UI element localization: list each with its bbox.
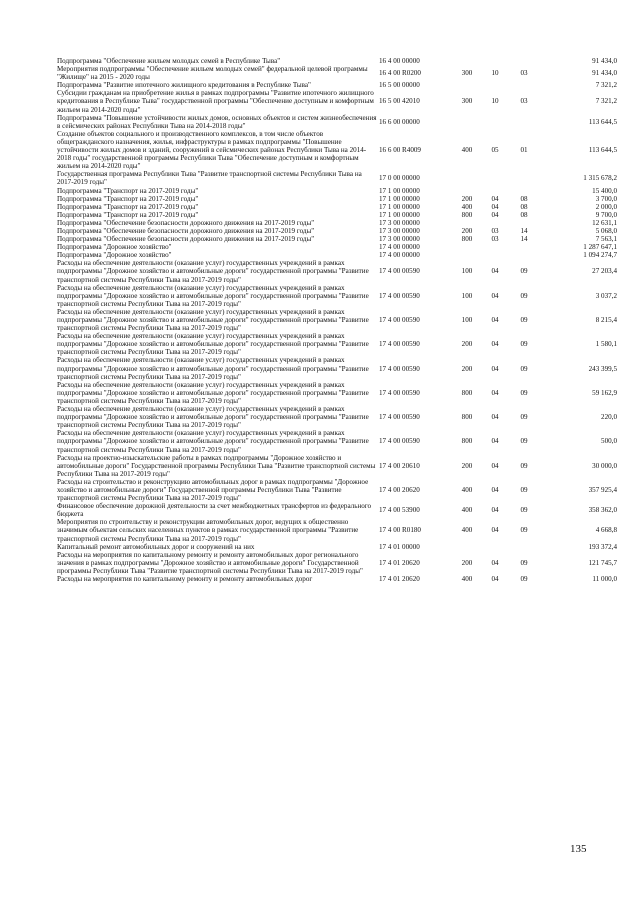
row-amount: 59 162,9 [592, 388, 617, 397]
row-name: Подпрограмма "Транспорт на 2017-2019 годы" [57, 186, 199, 195]
row-subsection: 08 [520, 194, 528, 203]
row-section: 04 [491, 413, 499, 422]
row-name: Расходы на обеспечение деятельности (оказание услуг) государственных учреждений в рамках подпрограммы "Дорожное хозяйство и автомобильные дороги" государственной программы "Развитие транспортной системы Республики Тыва на 2017-2019 годы" [57, 307, 369, 333]
row-section [481, 219, 509, 227]
row-name: Расходы на проектно-изыскательские работы в рамках подпрограммы "Дорожное хозяйство и автомобильные дороги" Государственной программы Республики Тыва "Развитие транспортной системы Республики Тыва на 2017-2019 годы" [57, 453, 376, 478]
row-subsection: 09 [520, 485, 528, 494]
row-amount: 243 399,5 [588, 364, 617, 373]
row-subsection: 03 [520, 69, 528, 78]
row-amount: 4 668,8 [595, 526, 617, 535]
row-amount: 7 321,2 [595, 97, 617, 106]
row-subsection: 09 [520, 316, 528, 324]
row-target-code: 17 4 00 00000 [379, 243, 420, 252]
row-name: Подпрограмма "Транспорт на 2017-2019 годы" [57, 210, 199, 219]
row-subsection: 08 [520, 202, 528, 211]
row-name: Расходы на мероприятия по капитальному ремонту и ремонту автомобильных дорог [57, 575, 313, 583]
row-name: Подпрограмма "Транспорт на 2017-2019 годы" [57, 202, 199, 211]
row-target-code: 17 4 00 53900 [379, 506, 420, 515]
row-target-code: 17 1 00 00000 [379, 202, 420, 211]
row-expense-type [453, 251, 481, 259]
row-target-code: 17 1 00 00000 [379, 210, 420, 219]
row-section: 04 [491, 316, 499, 324]
row-name: Расходы на обеспечение деятельности (оказание услуг) государственных учреждений в рамках подпрограммы "Дорожное хозяйство и автомобильные дороги" государственной программы "Развитие транспортной системы Республики Тыва на 2017-2019 годы" [57, 405, 369, 430]
row-name: Подпрограмма "Обеспечение жильем молодых семей в Республике Тыва" [57, 57, 281, 65]
row-expense-type [453, 219, 481, 227]
row-name: Подпрограмма "Повышение устойчивости жилых домов, основных объектов и систем жизнеобеспечения в сейсмических районах Республики Тыва на 2014-2018 годы" [57, 113, 377, 130]
row-amount: 3 037,2 [595, 291, 617, 300]
row-subsection: 09 [520, 413, 528, 422]
row-expense-type: 200 [461, 364, 473, 373]
table-row [57, 243, 617, 251]
row-target-code: 17 4 00 00590 [379, 364, 420, 373]
row-target-code: 17 4 01 00000 [379, 542, 420, 551]
row-expense-type: 400 [461, 202, 473, 211]
table-row [57, 284, 617, 308]
row-target-code: 16 6 00 00000 [379, 117, 420, 126]
row-amount: 113 644,5 [588, 117, 617, 126]
row-name: Расходы на обеспечение деятельности (оказание услуг) государственных учреждений в рамках подпрограммы "Дорожное хозяйство и автомобильные дороги" государственной программы "Развитие транспортной системы Республики Тыва на 2017-2019 годы" [57, 356, 369, 381]
row-name: Мероприятия по строительству и реконструкции автомобильных дорог, ведущих к общественно значимым объектам сельских населенных пунктов в рамках государственной программы "Развитие транспортной системы Республики Тыва на 2017-2019 годы" [57, 518, 359, 543]
row-name: Подпрограмма "Транспорт на 2017-2019 годы" [57, 194, 199, 203]
row-target-code: 17 4 00 00590 [379, 267, 420, 276]
row-name: Подпрограмма "Дорожное хозяйство" [57, 251, 172, 260]
row-section [481, 114, 509, 130]
row-amount: 91 434,0 [592, 57, 617, 65]
row-amount: 15 400,0 [592, 186, 617, 195]
row-name: Подпрограмма "Развитие ипотечного жилищного кредитования в Республике Тыва" [57, 81, 311, 90]
row-target-code: 16 6 00 R4009 [379, 146, 421, 155]
row-section: 04 [491, 291, 499, 300]
row-subsection: 09 [520, 388, 528, 397]
row-section: 04 [491, 364, 499, 373]
row-target-code: 16 5 00 00000 [379, 81, 420, 90]
row-name: Подпрограмма "Обеспечение безопасности дорожного движения на 2017-2019 годы" [57, 235, 315, 244]
row-amount: 1 315 678,2 [583, 174, 617, 183]
row-amount: 91 434,0 [592, 69, 617, 78]
row-section: 04 [491, 526, 499, 535]
row-subsection [509, 243, 539, 251]
row-expense-type: 200 [461, 340, 473, 349]
row-target-code: 17 3 00 00000 [379, 235, 420, 244]
row-expense-type [453, 243, 481, 251]
row-section: 04 [491, 388, 499, 397]
row-target-code: 16 4 00 R0200 [379, 69, 421, 78]
row-amount: 500,0 [601, 437, 617, 446]
table-row [57, 454, 617, 478]
row-expense-type [453, 81, 481, 89]
row-expense-type [453, 114, 481, 130]
row-name: Капитальный ремонт автомобильных дорог и сооружений на них [57, 542, 255, 551]
row-subsection: 09 [520, 267, 528, 276]
row-expense-type: 300 [461, 69, 473, 78]
row-expense-type: 400 [461, 485, 473, 494]
row-expense-type: 400 [461, 526, 473, 535]
row-subsection: 09 [520, 291, 528, 300]
page-number: 135 [570, 843, 587, 855]
row-subsection [509, 187, 539, 195]
table-row [57, 203, 617, 211]
row-target-code: 17 4 00 00590 [379, 340, 420, 349]
row-section [481, 187, 509, 195]
row-target-code: 17 1 00 00000 [379, 186, 420, 195]
row-subsection [509, 170, 539, 186]
row-amount: 9 700,0 [595, 210, 617, 219]
row-amount: 30 000,0 [592, 461, 617, 470]
row-target-code: 17 3 00 00000 [379, 226, 420, 235]
row-target-code: 17 4 01 20620 [379, 558, 420, 567]
row-amount: 1 094 274,7 [583, 251, 617, 260]
row-amount: 1 287 647,1 [583, 243, 617, 252]
table-row [57, 502, 617, 518]
row-subsection: 08 [520, 210, 528, 219]
row-target-code: 17 4 00 20610 [379, 461, 420, 470]
row-target-code: 17 1 00 00000 [379, 194, 420, 203]
row-section [481, 543, 509, 551]
row-amount: 2 000,0 [595, 202, 617, 211]
row-amount: 7 563,1 [595, 235, 617, 244]
table-row [57, 308, 617, 332]
row-name: Расходы на обеспечение деятельности (оказание услуг) государственных учреждений в рамках подпрограммы "Дорожное хозяйство и автомобильные дороги" государственной программы "Развитие транспортной системы Республики Тыва на 2017-2019 годы" [57, 259, 369, 284]
row-section [481, 251, 509, 259]
row-section: 04 [491, 575, 499, 583]
row-section: 05 [491, 146, 499, 155]
row-target-code: 17 4 00 00590 [379, 388, 420, 397]
row-subsection [509, 543, 539, 551]
row-name: Создание объектов социального и производственного комплексов, в том числе объектов общегражданского назначения, жилья, инфраструктуры в рамках подпрограммы "Повышение устойчивости жилых домов и зданий, сооружений в сейсмических районах Республики Тыва на 2014-2018 годы" государственной программы Республики Тыва "Обеспечение доступным и комфортным жильем на 2014-2020 годы" [57, 129, 367, 171]
table-row [57, 575, 617, 583]
row-section [481, 81, 509, 89]
row-target-code: 17 0 00 00000 [379, 174, 420, 183]
row-section: 03 [491, 235, 499, 244]
row-amount: 11 000,0 [592, 575, 617, 583]
row-name: Подпрограмма "Обеспечение безопасности дорожного движения на 2017-2019 годы" [57, 218, 315, 227]
row-expense-type: 800 [461, 235, 473, 244]
row-subsection: 01 [520, 146, 528, 155]
row-expense-type: 200 [461, 194, 473, 203]
row-expense-type: 800 [461, 210, 473, 219]
row-amount: 220,0 [601, 413, 617, 422]
row-section: 10 [491, 69, 499, 78]
row-expense-type: 800 [461, 388, 473, 397]
row-target-code: 17 4 00 20620 [379, 485, 420, 494]
row-subsection [509, 114, 539, 130]
row-expense-type: 800 [461, 437, 473, 446]
row-expense-type: 800 [461, 413, 473, 422]
budget-table [57, 57, 617, 583]
row-section: 04 [491, 210, 499, 219]
row-name: Расходы на обеспечение деятельности (оказание услуг) государственных учреждений в рамках подпрограммы "Дорожное хозяйство и автомобильные дороги" государственной программы "Развитие транспортной системы Республики Тыва на 2017-2019 годы" [57, 429, 369, 454]
table-row [57, 195, 617, 203]
table-row [57, 405, 617, 429]
row-expense-type [453, 170, 481, 186]
row-subsection: 09 [520, 437, 528, 446]
row-subsection: 09 [520, 340, 528, 349]
table-row [57, 235, 617, 243]
row-expense-type [453, 543, 481, 551]
row-target-code: 17 4 00 00590 [379, 316, 420, 324]
row-amount: 5 068,0 [595, 226, 617, 235]
row-section: 04 [491, 437, 499, 446]
row-section: 03 [491, 226, 499, 235]
row-target-code: 17 3 00 00000 [379, 218, 420, 227]
row-amount: 12 631,1 [592, 218, 617, 227]
row-subsection [509, 81, 539, 89]
row-expense-type: 400 [461, 146, 473, 155]
row-amount: 7 321,2 [595, 81, 617, 90]
row-expense-type: 200 [461, 558, 473, 567]
row-expense-type: 100 [461, 267, 473, 276]
row-target-code: 17 4 00 00590 [379, 413, 420, 422]
row-target-code: 17 4 00 00590 [379, 291, 420, 300]
row-section [481, 57, 509, 65]
table-row [57, 227, 617, 235]
row-amount: 193 372,4 [588, 542, 617, 551]
table-row [57, 543, 617, 551]
row-target-code: 17 4 01 20620 [379, 575, 420, 583]
budget-table-body [57, 57, 617, 583]
row-expense-type [453, 187, 481, 195]
table-row [57, 551, 617, 575]
row-name: Финансовое обеспечение дорожной деятельности за счет межбюджетных трансфертов из федерального бюджета [57, 502, 372, 519]
row-section [481, 243, 509, 251]
row-section: 10 [491, 97, 499, 106]
row-subsection: 03 [520, 97, 528, 106]
row-name: Расходы на мероприятия по капитальному ремонту и ремонту автомобильных дорог регионального значения в рамках подпрограммы "Дорожное хозяйство и автомобильные дороги" Государственной программы Республики Тыва "Развитие транспортной системы Республики Тыва на 2017-2019 годы" [57, 550, 363, 575]
row-expense-type [453, 57, 481, 65]
table-row [57, 429, 617, 453]
table-row [57, 478, 617, 502]
row-name: Подпрограмма "Обеспечение безопасности дорожного движения на 2017-2019 годы" [57, 226, 315, 235]
table-row [57, 114, 617, 130]
row-target-code: 17 4 00 00590 [379, 437, 420, 446]
table-row [57, 89, 617, 113]
row-name: Подпрограмма "Дорожное хозяйство" [57, 243, 172, 252]
table-row [57, 356, 617, 380]
row-name: Расходы на строительство и реконструкцию автомобильных дорог в рамках подпрограммы "Дорожное хозяйство и автомобильные дороги" Государственной программы Республики Тыва "Развитие транспортной системы Республики Тыва на 2017-2019 годы" [57, 477, 369, 503]
row-section: 04 [491, 194, 499, 203]
row-name: Субсидии гражданам на приобретение жилья в рамках подпрограммы "Развитие ипотечного жилищного кредитования в Республике Тыва" государственной программы "Обеспечение доступным и комфортным жильем на 2014-2020 годы" [57, 89, 374, 114]
row-amount: 357 925,4 [588, 485, 617, 494]
row-name: Государственная программа Республики Тыва "Развитие транспортной системы Республики Тыва на 2017-2019 годы" [57, 170, 362, 187]
row-subsection: 09 [520, 575, 528, 583]
row-section: 04 [491, 340, 499, 349]
table-row [57, 187, 617, 195]
row-section: 04 [491, 461, 499, 470]
row-name: Мероприятия подпрограммы "Обеспечение жильем молодых семей" федеральной целевой программы "Жилище" на 2015 - 2020 годы [57, 65, 368, 82]
row-amount: 3 700,0 [595, 194, 617, 203]
table-row [57, 219, 617, 227]
row-subsection: 09 [520, 506, 528, 515]
row-amount: 121 745,7 [588, 558, 617, 567]
row-expense-type: 100 [461, 316, 473, 324]
table-row [57, 518, 617, 542]
row-target-code: 17 4 00 00000 [379, 251, 420, 260]
row-expense-type: 300 [461, 97, 473, 106]
table-row [57, 65, 617, 81]
table-row [57, 130, 617, 170]
row-section: 04 [491, 267, 499, 276]
table-row [57, 332, 617, 356]
row-target-code: 16 5 00 42010 [379, 97, 420, 106]
table-row [57, 81, 617, 89]
row-subsection: 09 [520, 461, 528, 470]
row-subsection [509, 57, 539, 65]
row-subsection: 09 [520, 364, 528, 373]
row-expense-type: 200 [461, 461, 473, 470]
row-section: 04 [491, 506, 499, 515]
row-section [481, 170, 509, 186]
table-row [57, 251, 617, 259]
row-subsection: 09 [520, 526, 528, 535]
table-row [57, 170, 617, 186]
row-name: Расходы на обеспечение деятельности (оказание услуг) государственных учреждений в рамках подпрограммы "Дорожное хозяйство и автомобильные дороги" государственной программы "Развитие транспортной системы Республики Тыва на 2017-2019 годы" [57, 332, 369, 357]
row-expense-type: 200 [461, 226, 473, 235]
row-amount: 1 580,1 [595, 340, 617, 349]
table-row [57, 381, 617, 405]
row-subsection [509, 219, 539, 227]
row-section: 04 [491, 558, 499, 567]
row-amount: 358 362,0 [588, 506, 617, 515]
row-subsection: 14 [520, 226, 528, 235]
row-expense-type: 100 [461, 291, 473, 300]
row-expense-type: 400 [461, 575, 473, 583]
table-row [57, 211, 617, 219]
row-expense-type: 400 [461, 506, 473, 515]
table-row [57, 57, 617, 65]
row-subsection [509, 251, 539, 259]
row-target-code: 16 4 00 00000 [379, 57, 420, 65]
row-subsection: 14 [520, 235, 528, 244]
table-row [57, 259, 617, 283]
row-subsection: 09 [520, 558, 528, 567]
row-name: Расходы на обеспечение деятельности (оказание услуг) государственных учреждений в рамках подпрограммы "Дорожное хозяйство и автомобильные дороги" государственной программы "Развитие транспортной системы Республики Тыва на 2017-2019 годы" [57, 380, 369, 405]
row-amount: 113 644,5 [588, 146, 617, 155]
row-target-code: 17 4 00 R0180 [379, 526, 421, 535]
row-section: 04 [491, 485, 499, 494]
row-amount: 27 203,4 [592, 267, 617, 276]
row-section: 04 [491, 202, 499, 211]
row-amount: 8 215,4 [595, 316, 617, 324]
row-name: Расходы на обеспечение деятельности (оказание услуг) государственных учреждений в рамках подпрограммы "Дорожное хозяйство и автомобильные дороги" государственной программы "Развитие транспортной системы Республики Тыва на 2017-2019 годы" [57, 283, 369, 308]
